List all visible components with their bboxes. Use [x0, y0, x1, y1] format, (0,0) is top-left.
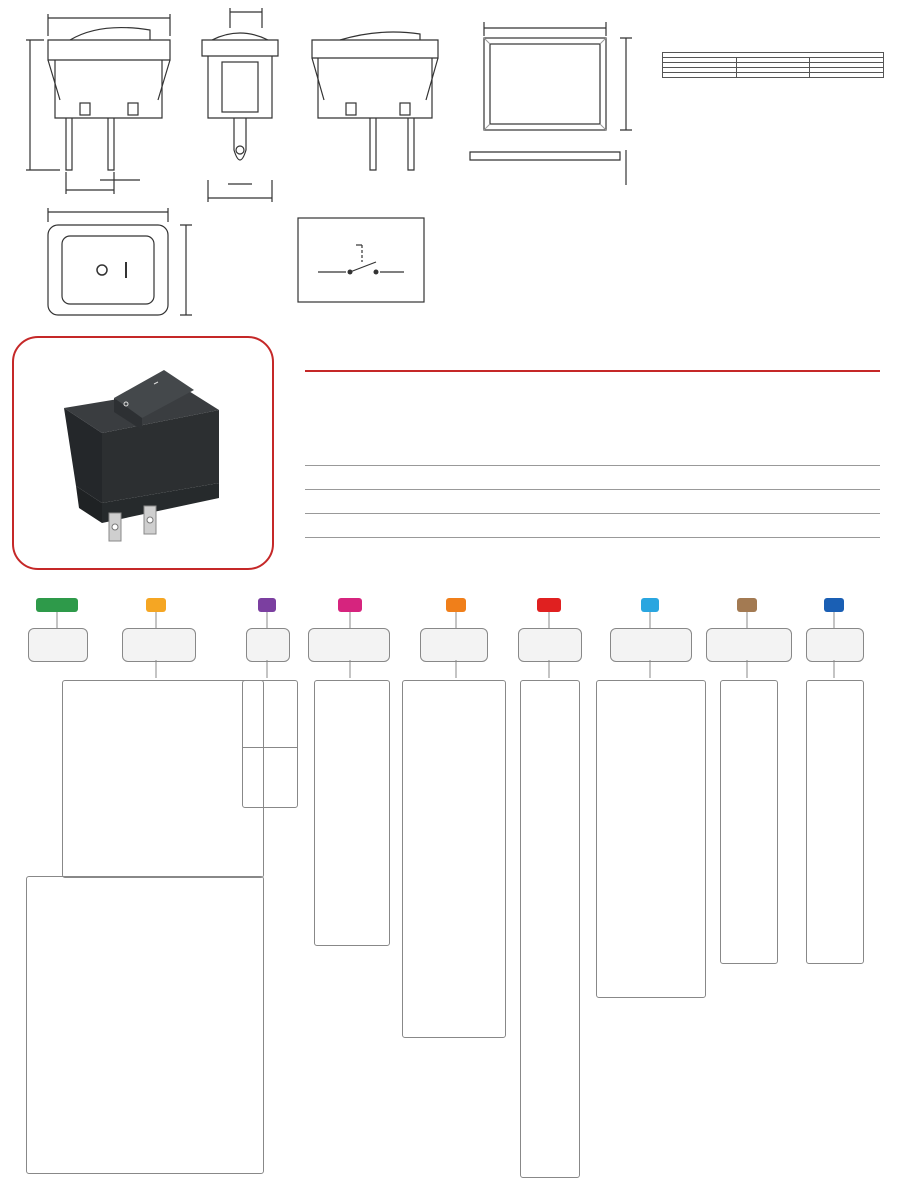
- code-base-colour: [824, 598, 844, 612]
- technical-drawing: [0, 0, 900, 320]
- spec-row-contact: [305, 466, 880, 490]
- panel-cutout-table: [662, 52, 884, 78]
- code-series: [36, 598, 78, 612]
- cutout-cell: [736, 73, 810, 78]
- base-colour-column: [806, 680, 864, 964]
- code-terminal: [641, 598, 659, 612]
- base-type-column-upper: [62, 680, 264, 878]
- terminal-column: [596, 680, 706, 998]
- title-divider: [305, 370, 880, 372]
- circuit-column: [314, 680, 390, 946]
- code-illuminated: [446, 598, 466, 612]
- cutout-cell: [810, 73, 884, 78]
- code-actuator-colour: [737, 598, 757, 612]
- product-photo-frame: [12, 336, 274, 570]
- cutout-cell: [663, 73, 737, 78]
- base-type-column-lower: [26, 876, 264, 1174]
- code-poles: [258, 598, 276, 612]
- button-mark-column: [520, 680, 580, 1178]
- code-dash: [200, 598, 224, 612]
- code-button-mark: [537, 598, 561, 612]
- code-circuit: [338, 598, 362, 612]
- poles-column: [242, 680, 298, 808]
- code-base: [146, 598, 166, 612]
- spec-row-life: [305, 538, 880, 561]
- illuminated-column: [402, 680, 506, 1038]
- spec-row-insulation: [305, 490, 880, 514]
- connector-lines: [0, 612, 900, 680]
- spec-row-rating: [305, 373, 880, 466]
- spec-row-dielectric: [305, 514, 880, 538]
- actuator-colour-column: [720, 680, 778, 964]
- rocker-switch-image: [14, 338, 272, 568]
